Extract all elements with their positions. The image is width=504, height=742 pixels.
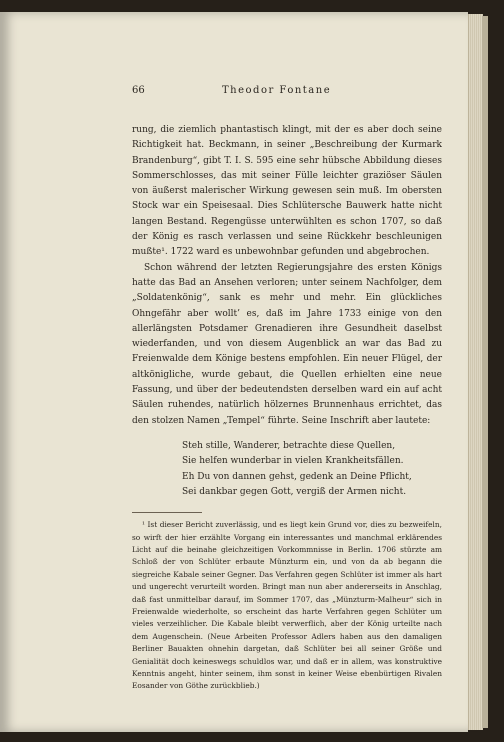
poem-line: Eh Du von dannen gehst, gedenk an Deine Pflicht, xyxy=(182,471,412,482)
body-paragraph-1: rung, die ziemlich phantastisch klingt, mit der es aber doch seine Richtigkeit hat. Beckmann, in seiner „Beschreibung der Kurmark Brandenburg“, gibt T. I. S. 595 eine sehr hübsche Abbildung dieses Sommerschlosses, das mit seiner Fülle leichter graziöser Säulen von äußerst malerischer Wirkung gewesen sein muß. Im obersten Stock war ein Speisesaal. Dies Schlütersche Bauwerk hatte nicht langen Bestand. Regengüsse unterwühlten es schon 1707, so daß der König es rasch verlassen und seine Rückkehr beschleunigen mußte¹. 1722 ward es unbewohnbar gefunden und abgebrochen. xyxy=(132,125,442,258)
page-stack-edge xyxy=(468,14,483,730)
running-title: Theodor Fontane xyxy=(222,85,332,96)
cover-edge xyxy=(482,16,488,728)
poem-line: Sei dankbar gegen Gott, vergiß der Armen nicht. xyxy=(182,486,407,497)
page-text-block xyxy=(132,85,442,693)
footnote xyxy=(132,519,442,693)
body-paragraph-2: Schon während der letzten Regierungsjahre des ersten Königs hatte das Bad an Ansehen verloren; unter seinem Nachfolger, dem „Soldatenkönig“, sank es mehr und mehr. Ein glückliches Ohngefähr aber wollt’ es, daß im Jahre 1733 einige von den allerlängsten Potsdamer Grenadieren ihre Gesundheit daselbst wiederfanden, und von diesem Augenblick an war das Bad zu Freienwalde dem Könige bestens empfohlen. Ein neuer Flügel, der altkönigliche, wurde gebaut, die Quellen erhielten eine neue Fassung, und über der bedeutendsten derselben ward ein auf acht Säulen ruhendes, natürlich hölzernes Brunnenhaus errichtet, das den stolzen Namen „Tempel“ führte. Seine Inschrift aber lautete: xyxy=(132,262,442,426)
footnote-text: ¹ Ist dieser Bericht zuverlässig, und es liegt kein Grund vor, dies zu bezweifeln, so wirft der hier erzählte Vorgang ein interessantes und manchmal erklärendes Licht auf die beinahe gleichzeitigen Vorkommnisse in Berlin. 1706 stürzte am Schloß der von Schlüter erbaute Münzturm ein, und von da ab begann die siegreiche Kabale seiner Gegner. Das Verfahren gegen Schlüter ist immer als hart und ungerecht verurteilt worden. Bringt man nun aber andererseits in Anschlag, daß fast unmittelbar darauf, im Sommer 1707, das „Münzturm-Malheur“ sich in Freienwalde wiederholte, so erscheint das harte Verfahren gegen Schlüter um vieles verzeihlicher. Die Kabale bleibt verwerflich, aber der König urteilte nach dem Augenschein. (Neue Arbeiten Professor Adlers haben aus den damaligen Berliner Bauakten ohnehin dargetan, daß Schlüter bei all seiner Größe und Genialität doch keineswegs schuldlos war, und daß er in allem, was konstruktive Kenntnis angeht, hinter seinem, ihm sonst in keiner Weise ebenbürtigen Rivalen Eosander von Göthe zurückblieb.) xyxy=(132,520,442,691)
poem-line: Steh stille, Wanderer, betrachte diese Quellen, xyxy=(182,440,396,451)
body-text xyxy=(132,123,442,429)
poem-line: Sie helfen wunderbar in vielen Krankheitsfällen. xyxy=(182,456,404,467)
inscription-poem xyxy=(182,439,442,500)
page-header xyxy=(132,85,442,101)
footnote-rule xyxy=(132,512,202,513)
page-number: 66 xyxy=(132,85,145,96)
